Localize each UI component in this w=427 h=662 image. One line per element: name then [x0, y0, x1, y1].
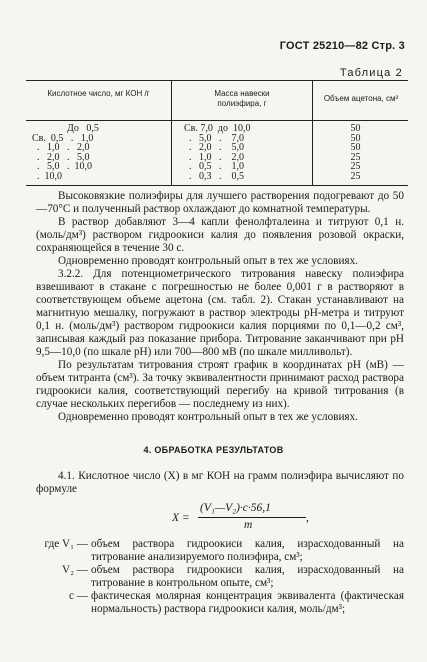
table-cell: . 0,3 . 0,5 [184, 170, 244, 182]
table-cell: . 2,0 . 5,0 [32, 151, 90, 163]
formula-denominator: m [244, 519, 253, 531]
table-cell: Св. 0,5 . 1,0 [32, 132, 94, 144]
table-cell: Св. 7,0 до 10,0 [184, 123, 251, 134]
table-cell: 25 [350, 170, 361, 182]
table-cell: 25 [350, 161, 361, 173]
paragraph: Одновременно проводят контрольный опыт в тех же условиях. [58, 255, 358, 267]
formula-lhs: X = [172, 512, 190, 524]
definition-label: где V₁ — [44, 538, 88, 550]
formula-numerator: (V₁—V₂)·c·56,1 [200, 502, 271, 514]
table-cell: 50 [350, 123, 361, 134]
paragraph: 3.2.2. Для потенциометрического титрования навеску полиэфира взвешивают в стакане с погрешностью не более 0,001 г в растворяют в соответствующем объеме ацетона (см. табл. 2). Стакан устанавливают на магнитную мешалку, погружают в раствор электроды рН-метра и титруют 0,1 н. (моль/дм³) раствором гидроокиси калия порциями по 0,1—0,2 см³, записывая каждый раз показание прибора. Титрование заканчивают при рН 9,5—10,0 (по шкале рН) или 700—800 мВ (по шкале милливольт). [36, 268, 404, 358]
page-header: ГОСТ 25210—82 Стр. 3 [279, 40, 405, 52]
table-cell: . 2,0 . 5,0 [184, 142, 244, 154]
table-cell: . 10,0 [32, 170, 62, 182]
acetone-volume-column [313, 124, 408, 182]
clause-4-1 [36, 470, 404, 496]
table-cell: 50 [350, 142, 361, 154]
column-header-acid-number: Кислотное число, мг КОН /г [47, 89, 150, 98]
column-header-acetone-volume: Объем ацетона, см³ [323, 94, 399, 103]
data-table [26, 80, 408, 186]
definition-item [36, 590, 404, 616]
table-cell: . 1,0 . 2,0 [32, 142, 90, 154]
acid-number-column [26, 124, 171, 182]
definition-text: фактическая молярная концентрация эквивалента (фактическая нормальность) раствора гидроокиси калия, моль/дм³; [91, 590, 404, 615]
definition-text: объем раствора гидроокиси калия, израсходованный на титрование анализируемого полиэфира, см³; [91, 538, 404, 563]
table-cell: . 1,0 . 2,0 [184, 151, 244, 163]
section-heading: 4. ОБРАБОТКА РЕЗУЛЬТАТОВ [143, 445, 284, 455]
table-cell: . 5,0 . 10,0 [32, 161, 92, 173]
fraction-bar [198, 517, 306, 518]
table-caption: Таблица 2 [339, 67, 403, 79]
paragraph: Одновременно проводят контрольный опыт в тех же условиях. [58, 411, 358, 423]
definition-label: c — [69, 590, 88, 602]
column-header-sample-mass: Масса навески полиэфира, г [214, 89, 270, 108]
paragraph: Высоковязкие полиэфиры для лучшего растворения подогревают до 50—70°С и полученный раствор охлаждают до комнатной температуры. [36, 190, 404, 215]
formula-trail: , [306, 512, 309, 524]
variable-definitions [36, 538, 404, 616]
paragraph: В раствор добавляют 3—4 капли фенолфталеина и титруют 0,1 н. (моль/дм³) раствором гидроокиси калия до появления розовой окраски, сохраняющейся в течение 30 с. [36, 216, 404, 254]
sample-mass-column [172, 124, 312, 182]
paragraph: 4.1. Кислотное число (X) в мг КОН на грамм полиэфира вычисляют по формуле [36, 470, 404, 495]
table-cell: 25 [350, 151, 361, 163]
body-text [36, 190, 404, 424]
acid-number-formula [172, 502, 312, 534]
definition-text: объем раствора гидроокиси калия, израсходованный на титрование в контрольном опыте, см³; [91, 564, 404, 589]
paragraph: По результатам титрования строят график в координатах рН (мВ) — объем титранта (см³). За точку эквивалентности принимают расход раствора гидроокиси калия, соответствующий перегибу на кривой титрования (в случае нескольких перегибов — последнему из них). [36, 359, 404, 410]
table-cell: 50 [350, 132, 361, 144]
table-cell: . 5,0 . 7,0 [184, 132, 244, 144]
table-cell: До 0,5 [32, 123, 99, 134]
definition-label: V₂ — [62, 564, 88, 576]
table-cell: . 0,5 . 1,0 [184, 161, 244, 173]
definition-item [36, 538, 404, 564]
definition-item [36, 564, 404, 590]
